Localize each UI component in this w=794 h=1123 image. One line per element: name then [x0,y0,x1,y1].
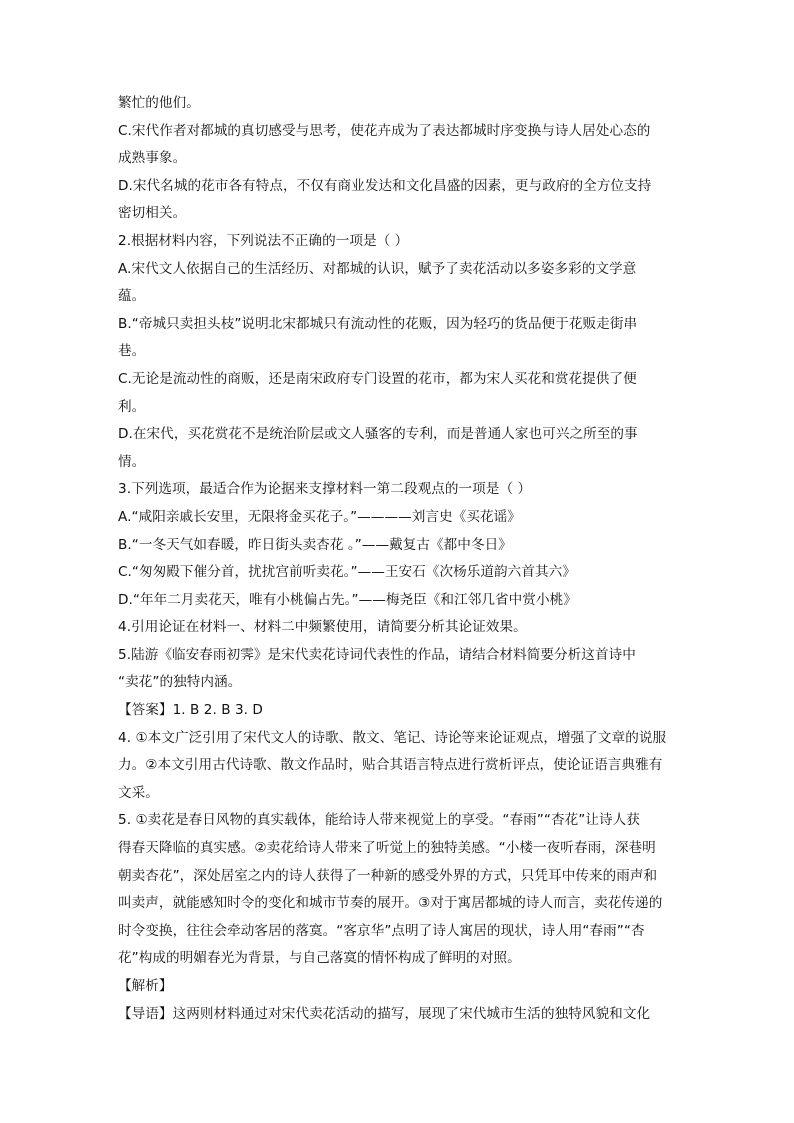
text-line: 巷。 [118,343,146,360]
text-line: 蕴。 [118,288,146,305]
question-3: 3.下列选项，最适合作为论据来支撑材料一第二段观点的一项是（ ） [118,481,532,498]
option-b: B.“帝城只卖担头枝”说明北宋都城只有流动性的花贩，因为轻巧的货品便于花贩走街串 [118,315,638,332]
analysis-heading: 【解析】 [118,978,173,994]
option-b: B.“一冬天气如春暖，昨日街头卖杏花 。”——戴复古《都中冬日》 [118,536,512,553]
question-2: 2.根据材料内容，下列说法不正确的一项是（ ） [118,232,409,249]
text-line: 文采。 [118,784,159,801]
text-line: 得春天降临的真实感。②卖花给诗人带来了听觉上的独特美感。“小楼一夜听春雨，深巷明 [118,840,656,857]
text-line: 力。②本文引用古代诗歌、散文作品时，贴合其语言特点进行赏析评点，使论证语言典雅有 [118,757,663,774]
text-line: 成熟事象。 [118,150,187,167]
text-line: 朝卖杏花”，深处居室之内的诗人获得了一种新的感受外界的方式，只凭耳中传来的雨声和 [118,867,658,884]
text-line: 繁忙的他们。 [118,95,200,111]
text-line: 利。 [118,398,146,415]
text-line: D.宋代名城的花市各有特点，不仅有商业发达和文化昌盛的因素，更与政府的全方位支持 [118,177,652,194]
option-d: D.“年年二月卖花天，唯有小桃偏占先。”——梅尧臣《和江邻几省中赏小桃》 [118,591,577,608]
text-line: 叫卖声，就能感知时令的变化和城市节奏的展开。③对于寓居都城的诗人而言，卖花传递的 [118,895,663,912]
answer-4: 4. ①本文广泛引用了宋代文人的诗歌、散文、笔记、诗论等来论证观点，增强了文章的说服 [118,729,667,746]
text-line: 花”构成的明媚春光为背景，与自己落寞的情怀构成了鲜明的对照。 [118,950,521,967]
option-c: C.无论是流动性的商贩，还是南宋政府专门设置的花市，都为宋人买花和赏花提供了便 [118,370,637,387]
question-5: 5.陆游《临安春雨初霁》是宋代卖花诗词代表性的作品，请结合材料简要分析这首诗中 [118,646,636,663]
text-line: 密切相关。 [118,205,187,222]
answer-heading: 【答案】1. B 2. B 3. D [118,702,263,719]
text-line: “卖花”的独特内涵。 [118,674,242,691]
option-d: D.在宋代，买花赏花不是统治阶层或文人骚客的专利，而是普通人家也可兴之所至的事 [118,426,638,443]
option-a: A.“咸阳亲戚长安里，无限将金买花子。”————刘言史《买花谣》 [118,508,521,525]
text-line: C.宋代作者对都城的真切感受与思考，使花卉成为了表达都城时序变换与诗人居处心态的 [118,122,651,139]
option-a: A.宋代文人依据自己的生活经历、对都城的认识，赋予了卖花活动以多姿多彩的文学意 [118,260,637,277]
answer-5: 5. ①卖花是春日风物的真实载体，能给诗人带来视觉上的享受。“春雨”“杏花”让诗人获 [118,812,640,829]
question-4: 4.引用论证在材料一、材料二中频繁使用，请简要分析其论证效果。 [118,619,527,636]
text-line: 情。 [118,453,146,470]
guide-text: 【导语】这两则材料通过对宋代卖花活动的描写，展现了宋代城市生活的独特风貌和文化 [118,1005,651,1022]
document-page [118,90,678,1028]
text-line: 时令变换，往往会牵动客居的落寞。“客京华”点明了诗人寓居的现状，诗人用“春雨”“杏 [118,922,645,939]
option-c: C.“匆匆殿下催分首，扰扰宫前听卖花。”——王安石《次杨乐道韵六首其六》 [118,564,576,581]
